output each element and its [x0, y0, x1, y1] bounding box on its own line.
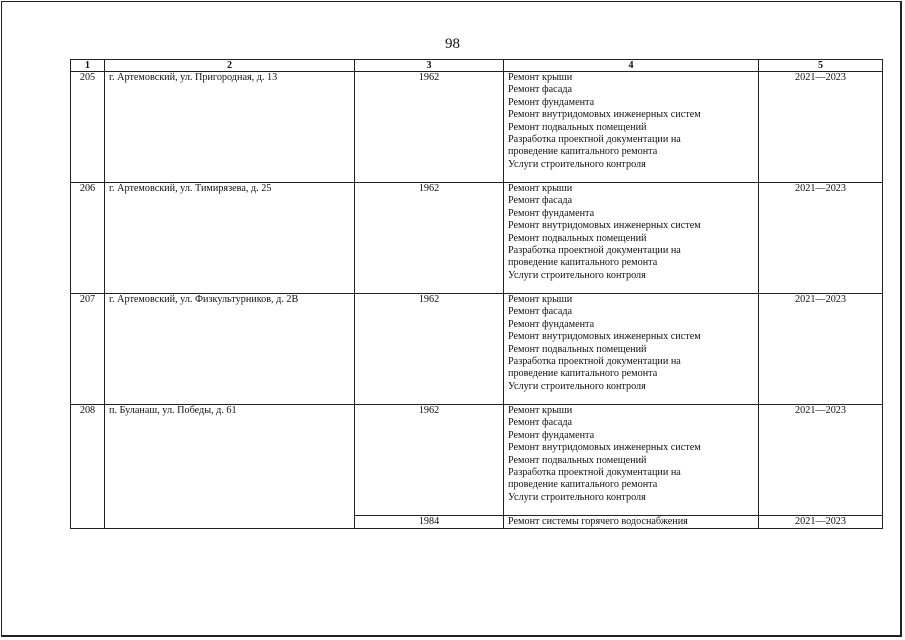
work-item: Ремонт фасада	[508, 84, 573, 96]
repair-schedule-table	[70, 59, 883, 529]
work-item: Ремонт фундамента	[508, 96, 595, 108]
work-item: проведение капитального ремонта	[508, 479, 658, 491]
header-col-2: 2	[105, 60, 355, 72]
works-cell	[504, 405, 759, 516]
period-cell: 2021—2023	[759, 72, 883, 183]
work-item: Разработка проектной документации на	[508, 245, 681, 257]
works-cell	[504, 183, 759, 294]
work-item: Ремонт внутридомовых инженерных систем	[508, 442, 701, 454]
address-cell: г. Артемовский, ул. Тимирязева, д. 25	[105, 183, 355, 294]
work-item: Ремонт крыши	[508, 183, 573, 194]
header-row	[71, 60, 883, 72]
address-cell: п. Буланаш, ул. Победы, д. 61	[105, 405, 355, 529]
work-item: Ремонт крыши	[508, 294, 573, 305]
header-col-5: 5	[759, 60, 883, 72]
work-item: Услуги строительного контроля	[508, 491, 646, 503]
work-item: Ремонт фасада	[508, 306, 573, 318]
work-item: Ремонт внутридомовых инженерных систем	[508, 220, 701, 232]
row-number: 208	[71, 405, 105, 529]
work-item: Ремонт фундамента	[508, 429, 595, 441]
address-cell: г. Артемовский, ул. Физкультурников, д. 2В	[105, 294, 355, 405]
year-cell: 1962	[355, 72, 504, 183]
row-number: 206	[71, 183, 105, 294]
table-row	[71, 294, 883, 405]
table-row	[71, 405, 883, 516]
work-item: Ремонт фасада	[508, 195, 573, 207]
work-item: Ремонт фундамента	[508, 207, 595, 219]
work-item: Услуги строительного контроля	[508, 380, 646, 392]
year-cell: 1962	[355, 405, 504, 516]
work-item: Ремонт внутридомовых инженерных систем	[508, 109, 701, 121]
year-cell: 1962	[355, 294, 504, 405]
year-cell: 1962	[355, 183, 504, 294]
work-item: Разработка проектной документации на	[508, 134, 681, 146]
work-item: Ремонт подвальных помещений	[508, 121, 647, 133]
header-col-4: 4	[504, 60, 759, 72]
work-item: Ремонт крыши	[508, 72, 573, 83]
work-item: Ремонт подвальных помещений	[508, 343, 647, 355]
period-cell: 2021—2023	[759, 294, 883, 405]
table-row	[71, 183, 883, 294]
works-cell	[504, 516, 759, 529]
work-item: проведение капитального ремонта	[508, 257, 658, 269]
works-cell	[504, 72, 759, 183]
work-item: Ремонт крыши	[508, 405, 573, 416]
work-item: Ремонт внутридомовых инженерных систем	[508, 331, 701, 343]
work-item: проведение капитального ремонта	[508, 146, 658, 158]
works-cell	[504, 294, 759, 405]
page-number: 98	[445, 36, 460, 52]
row-number: 205	[71, 72, 105, 183]
period-cell: 2021—2023	[759, 183, 883, 294]
year-cell: 1984	[355, 516, 504, 529]
row-number: 207	[71, 294, 105, 405]
work-item: Разработка проектной документации на	[508, 356, 681, 368]
header-col-3: 3	[355, 60, 504, 72]
work-item: Ремонт системы горячего водоснабжения	[508, 516, 688, 527]
work-item: Ремонт фундамента	[508, 318, 595, 330]
work-item: проведение капитального ремонта	[508, 368, 658, 380]
work-item: Ремонт фасада	[508, 417, 573, 429]
address-cell: г. Артемовский, ул. Пригородная, д. 13	[105, 72, 355, 183]
work-item: Услуги строительного контроля	[508, 158, 646, 170]
period-cell: 2021—2023	[759, 405, 883, 516]
period-cell: 2021—2023	[759, 516, 883, 529]
table-body	[71, 72, 883, 529]
work-item: Ремонт подвальных помещений	[508, 454, 647, 466]
table-row	[71, 72, 883, 183]
work-item: Разработка проектной документации на	[508, 467, 681, 479]
work-item: Услуги строительного контроля	[508, 269, 646, 281]
work-item: Ремонт подвальных помещений	[508, 232, 647, 244]
header-col-1: 1	[71, 60, 105, 72]
